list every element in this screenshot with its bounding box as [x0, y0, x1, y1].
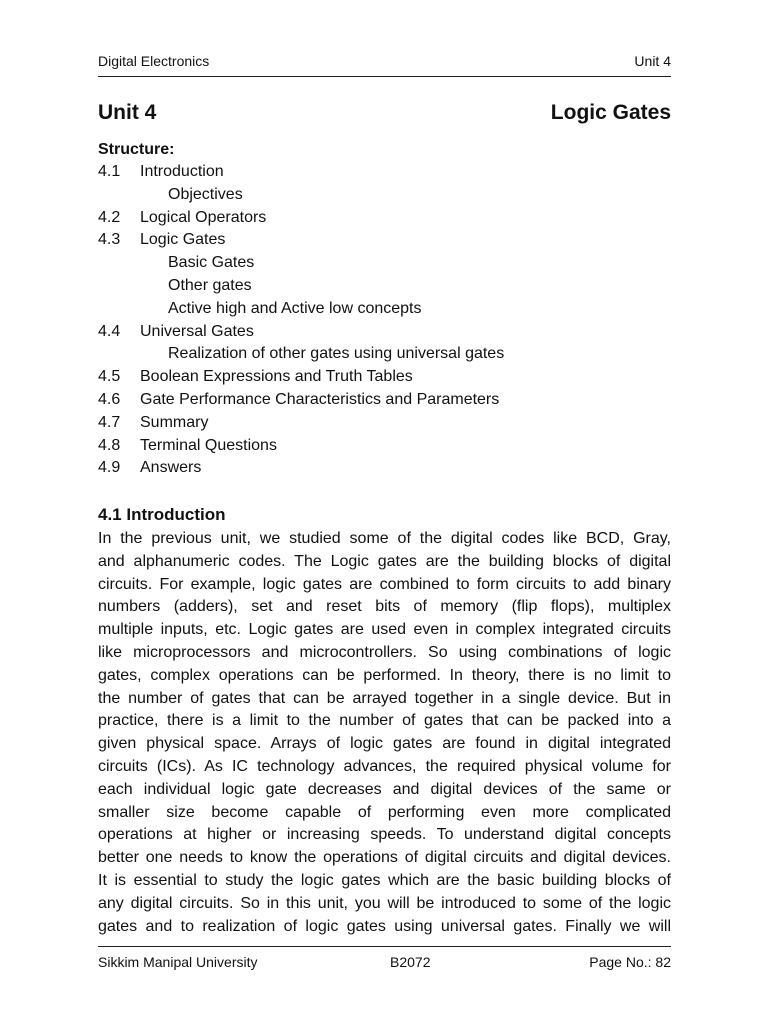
header-unit-label: Unit 4 — [634, 53, 671, 69]
toc-item — [98, 366, 671, 389]
toc-item-label: Logical Operators — [140, 208, 267, 226]
toc-item-number: 4.7 — [98, 413, 121, 431]
structure-heading: Structure: — [98, 141, 175, 158]
footer-course-code: B2072 — [390, 954, 431, 970]
toc-item-label: Terminal Questions — [140, 436, 277, 454]
unit-topic-title: Logic Gates — [550, 101, 671, 124]
toc-item-label: Logic Gates — [140, 231, 226, 249]
header-divider — [98, 76, 671, 77]
toc-item-number: 4.5 — [98, 368, 121, 386]
toc-item — [98, 207, 671, 230]
footer-university: Sikkim Manipal University — [98, 954, 258, 970]
body-line: any digital circuits. So in this unit, you will be introduced to some of the logic — [98, 894, 671, 912]
toc-item-number: 4.3 — [98, 231, 121, 249]
toc-item — [98, 321, 671, 344]
toc-item — [98, 229, 671, 252]
toc-subitem-label: Basic Gates — [168, 254, 255, 272]
toc-item-label: Universal Gates — [140, 322, 254, 340]
toc-item-label: Gate Performance Characteristics and Parameters — [140, 390, 500, 408]
toc-subitem-label: Other gates — [168, 276, 252, 294]
running-header — [98, 53, 671, 71]
toc-subitem-label: Realization of other gates using universal gates — [168, 345, 505, 363]
toc-subitem — [98, 298, 671, 321]
toc-item-number: 4.8 — [98, 436, 121, 454]
body-line: smaller size become capable of performing even more complicated — [98, 803, 671, 821]
toc-item-label: Summary — [140, 413, 209, 431]
body-line: multiple inputs, etc. Logic gates are used even in complex integrated circuits — [98, 621, 671, 639]
toc-item-label: Introduction — [140, 163, 224, 180]
header-course-title: Digital Electronics — [98, 53, 210, 69]
body-line: In the previous unit, we studied some of the digital codes like BCD, Gray, — [98, 530, 671, 547]
unit-number-title: Unit 4 — [98, 101, 157, 124]
toc-item-number: 4.1 — [98, 163, 121, 180]
toc-subitem — [98, 275, 671, 298]
toc-subitem-label: Active high and Active low concepts — [168, 299, 422, 317]
body-line: circuits. For example, logic gates are combined to form circuits to add binary — [98, 575, 671, 593]
body-line: numbers (adders), set and reset bits of memory (flip flops), multiplex — [98, 598, 671, 616]
toc-item-number: 4.4 — [98, 322, 121, 340]
body-line: the number of gates that can be arrayed together in a single device. But in — [98, 689, 671, 707]
body-line: given physical space. Arrays of logic gates are found in digital integrated — [98, 735, 671, 753]
body-line: circuits (ICs). As IC technology advances, the required physical volume for — [98, 757, 671, 775]
toc-item-number: 4.6 — [98, 390, 121, 408]
toc-subitem — [98, 184, 671, 207]
toc-subitem — [98, 252, 671, 275]
body-line: practice, there is a limit to the number of gates that can be packed into a — [98, 712, 671, 730]
footer-page-number: Page No.: 82 — [589, 954, 671, 970]
section-body — [98, 528, 671, 938]
toc-subitem-label: Objectives — [168, 185, 243, 203]
body-line: like microprocessors and microcontrollers. So using combinations of logic — [98, 643, 671, 661]
footer-divider — [98, 946, 671, 947]
body-line: It is essential to study the logic gates which are the basic building blocks of — [98, 871, 671, 889]
toc-item — [98, 435, 671, 458]
body-line: and alphanumeric codes. The Logic gates are the building blocks of digital — [98, 552, 671, 570]
toc-item — [98, 389, 671, 412]
toc-item-label: Answers — [140, 459, 202, 477]
toc-item — [98, 161, 671, 184]
body-line: gates, complex operations can be performed. In theory, there is no limit to — [98, 666, 671, 684]
toc-item-number: 4.9 — [98, 459, 121, 477]
toc-item-label: Boolean Expressions and Truth Tables — [140, 368, 413, 386]
section-heading: 4.1 Introduction — [98, 505, 226, 524]
document-page — [98, 0, 671, 1024]
body-line: gates and to realization of logic gates using universal gates. Finally we will — [98, 917, 671, 935]
toc-subitem — [98, 343, 671, 366]
body-line: operations at higher or increasing speeds. To understand digital concepts — [98, 826, 671, 844]
body-line: each individual logic gate decreases and digital devices of the same or — [98, 780, 671, 798]
toc-item-number: 4.2 — [98, 208, 121, 226]
structure-list — [98, 161, 671, 480]
unit-title-row — [98, 101, 671, 127]
page-footer — [98, 954, 671, 972]
toc-item — [98, 412, 671, 435]
body-line: better one needs to know the operations of digital circuits and digital devices. — [98, 849, 671, 867]
toc-item — [98, 457, 671, 480]
